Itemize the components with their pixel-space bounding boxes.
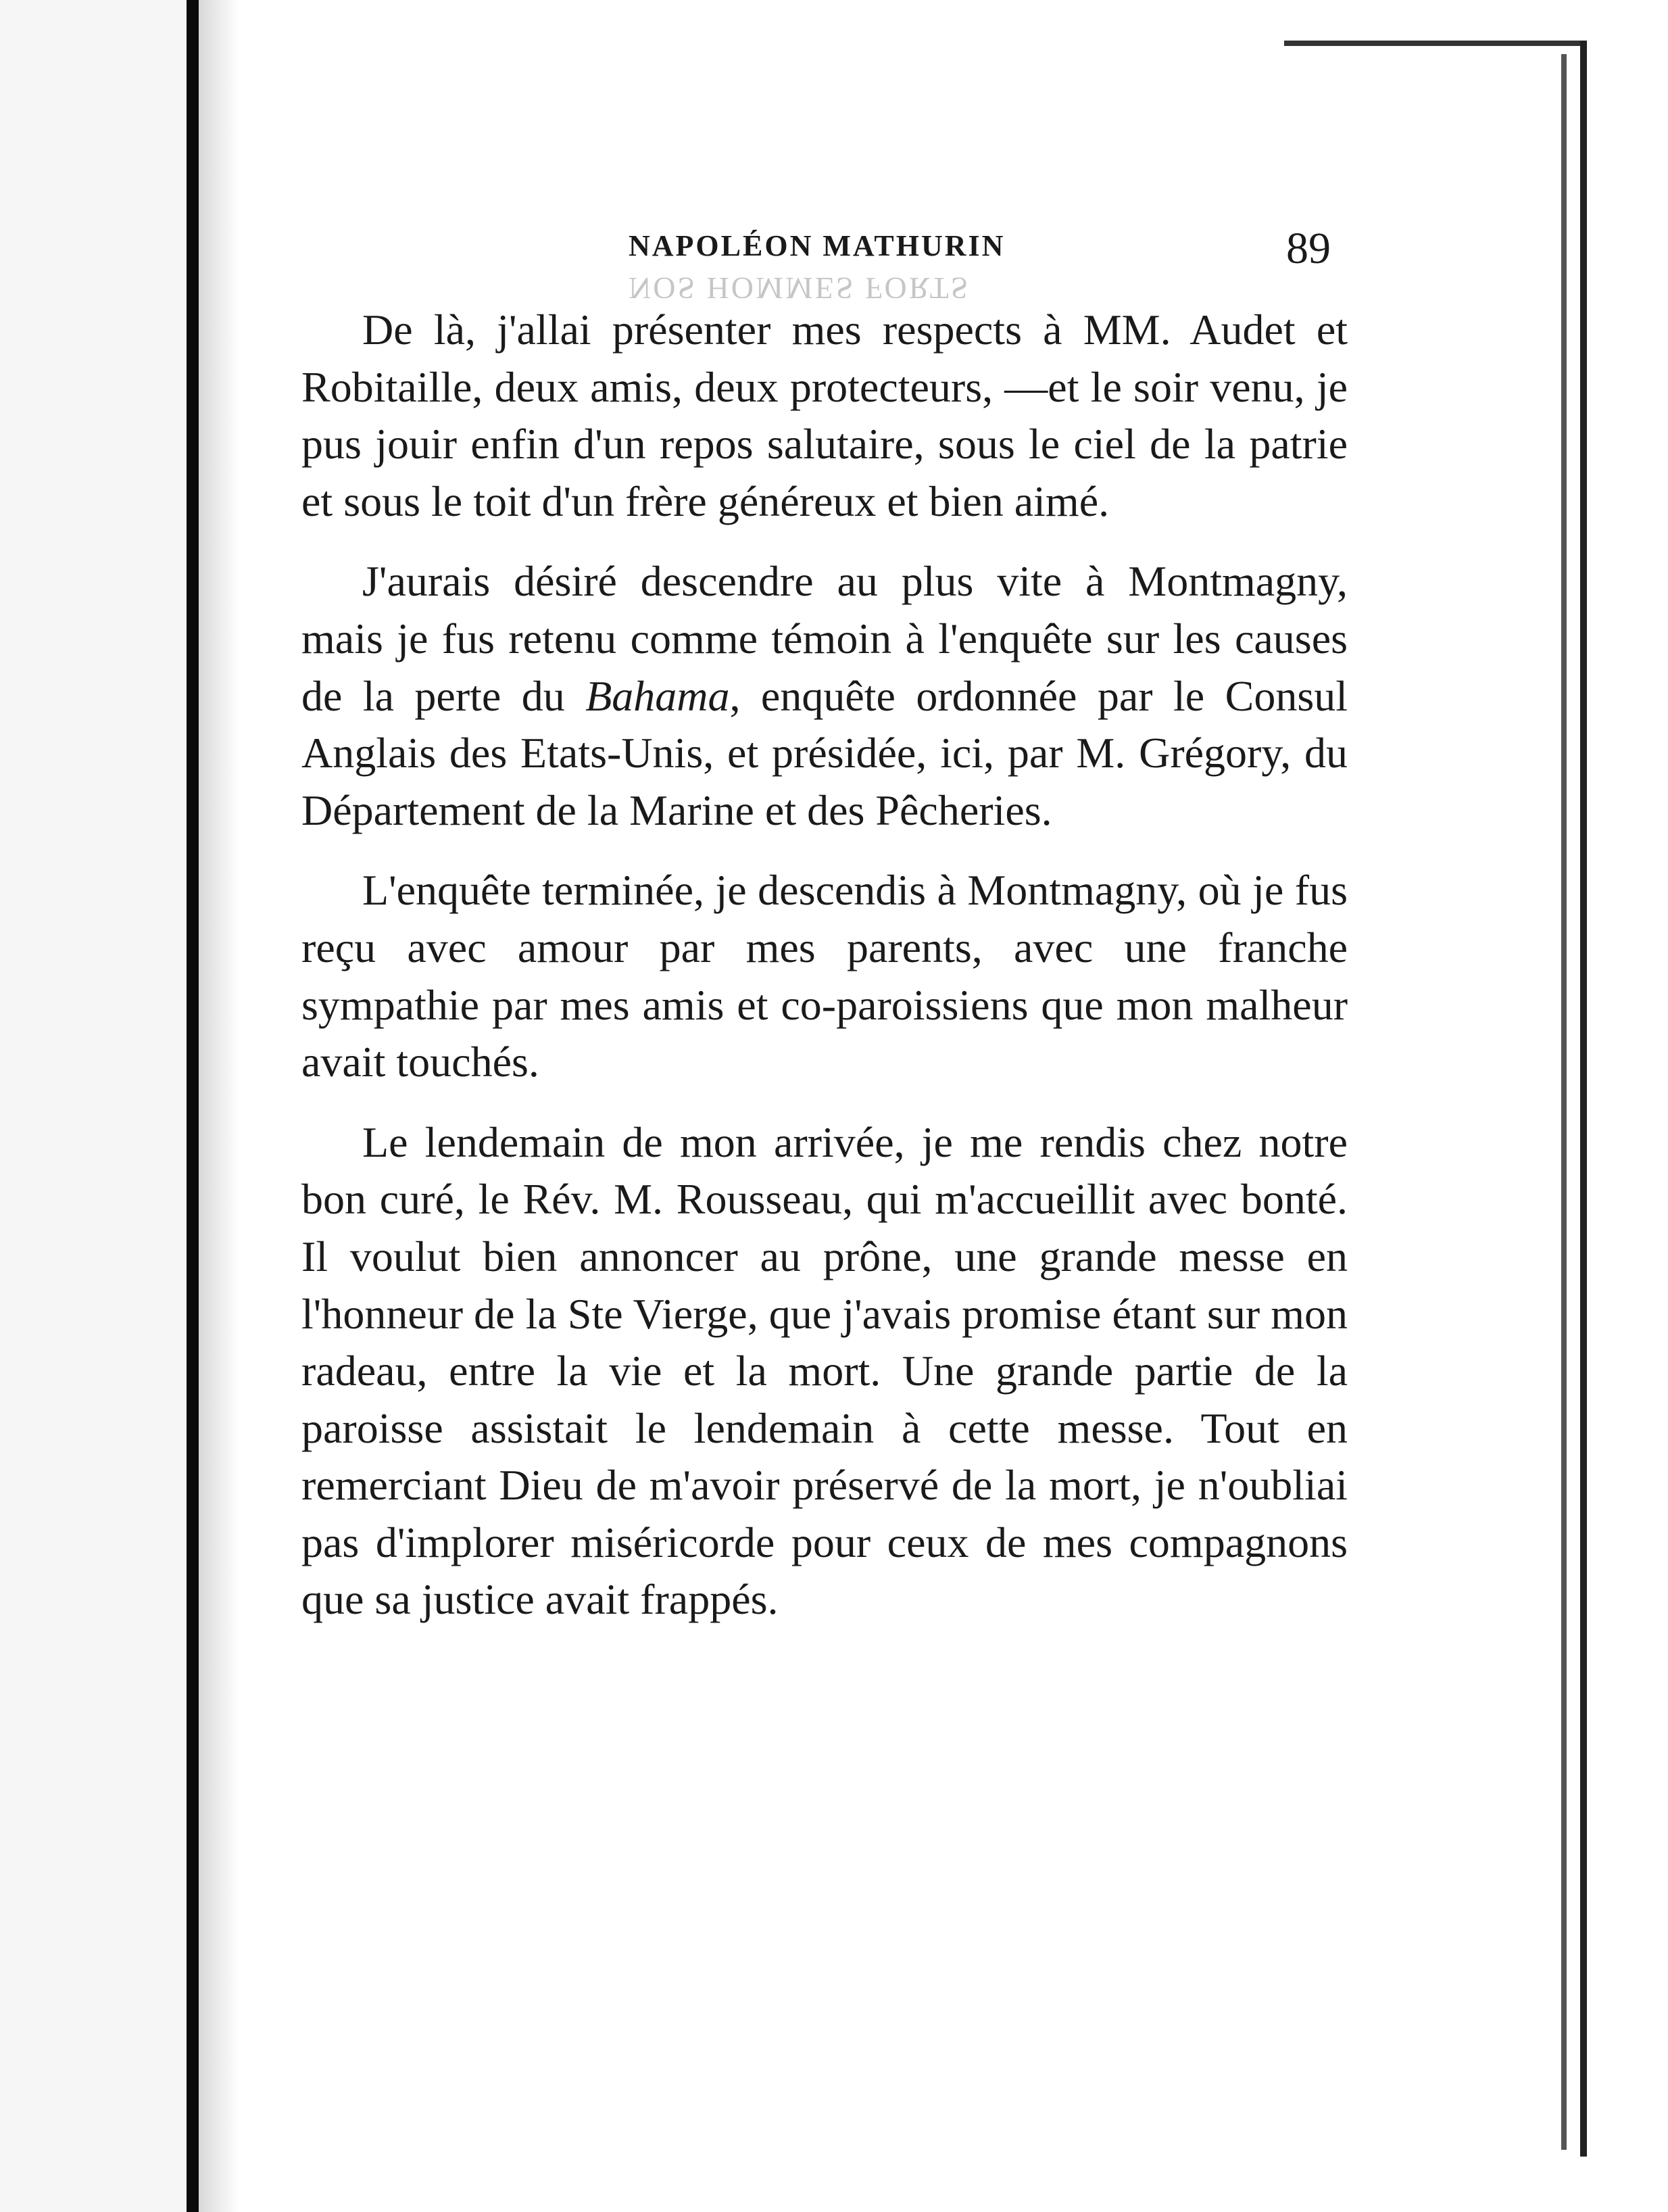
page-margin	[1587, 0, 1668, 2212]
bleed-through-text: NOS HOMMES FORTS	[629, 271, 971, 306]
page-top-edge	[1284, 41, 1587, 46]
page-edge-outer	[1580, 41, 1587, 2157]
page-number: 89	[1286, 224, 1331, 273]
book-gutter	[187, 0, 199, 2212]
paragraph: J'aurais désiré descendre au plus vite à Montmagny, mais je fus retenu comme témoin à l'enquête sur les causes de la perte du Bahama, enquête ordonnée par le Consul Anglais des Etats-Unis, et présidée, ici, par M. Grégory, du Département de la Marine et des Pêcheries.	[301, 557, 1348, 834]
gutter-shadow	[199, 0, 239, 2212]
ship-name: Bahama	[585, 671, 730, 720]
paragraph: L'enquête terminée, je descendis à Montmagny, où je fus reçu avec amour par mes parents, avec une franche sympathie par mes amis et co-paroissiens que mon malheur avait touchés.	[301, 866, 1348, 1086]
page-edge-inner	[1561, 54, 1567, 2150]
body-text	[301, 302, 1348, 1652]
running-head: NAPOLÉON MATHURIN	[629, 229, 1006, 262]
paragraph: Le lendemain de mon arrivée, je me rendis chez notre bon curé, le Rév. M. Rousseau, qui m'accueillit avec bonté. Il voulut bien annoncer au prône, une grande messe en l'honneur de la Ste Vierge, que j'avais promise étant sur mon radeau, entre la vie et la mort. Une grande partie de la paroisse assistait le lendemain à cette messe. Tout en remerciant Dieu de m'avoir préservé de la mort, je n'oubliai pas d'implorer miséricorde pour ceux de mes compagnons que sa justice avait frappés.	[301, 1117, 1348, 1624]
paragraph: De là, j'allai présenter mes respects à MM. Audet et Robitaille, deux amis, deux protecteurs, —et le soir venu, je pus jouir enfin d'un repos salutaire, sous le ciel de la patrie et sous le toit d'un frère généreux et bien aimé.	[301, 306, 1348, 525]
